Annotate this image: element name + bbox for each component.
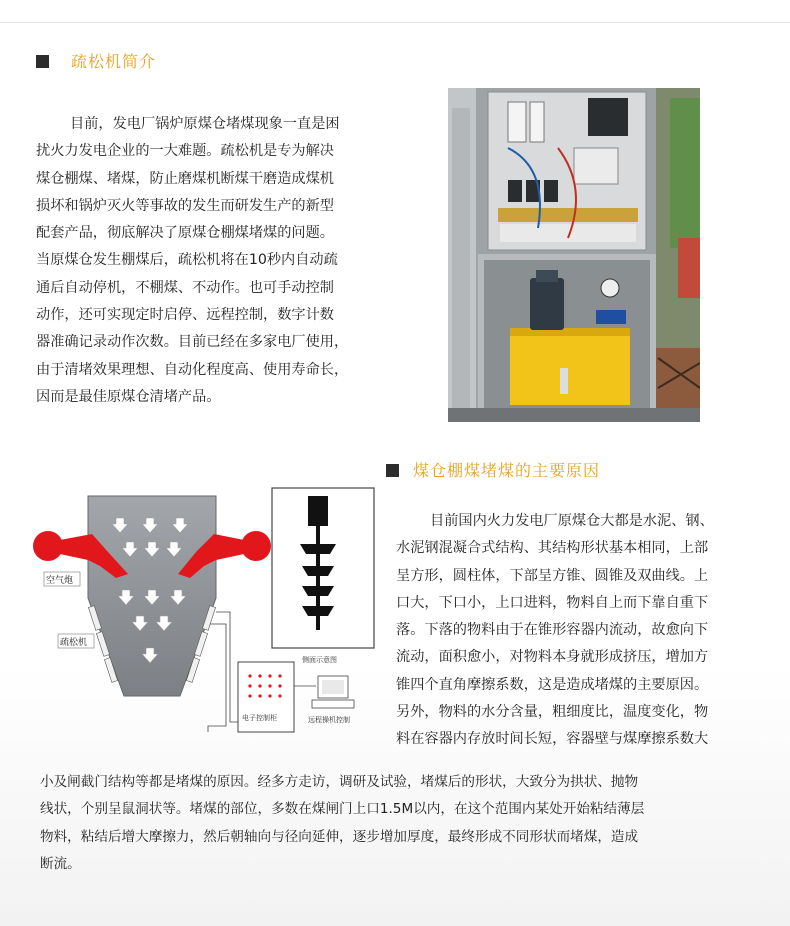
text-line: 配套产品，彻底解决了原煤仓棚煤堵煤的问题。 bbox=[36, 225, 334, 242]
text-line: 流动，面积愈小，对物料本身就形成挤压，增加方 bbox=[396, 649, 709, 666]
text-line: 动作，还可实现定时启停、远程控制，数字计数 bbox=[36, 307, 334, 324]
label-control-box: 电子控制柜 bbox=[242, 714, 277, 722]
intro-paragraph bbox=[36, 111, 436, 411]
text-line: 目前，发电厂锅炉原煤仓堵煤现象一直是困 bbox=[70, 116, 340, 132]
top-divider bbox=[0, 22, 790, 23]
heading-bullet-icon bbox=[36, 55, 49, 68]
causes-paragraph-full bbox=[40, 769, 760, 878]
label-air-cannon: 空气炮 bbox=[46, 576, 74, 586]
text-line: 另外，物料的水分含量，粗细度比，温度变化，物 bbox=[396, 704, 709, 721]
heading-bullet-icon bbox=[386, 464, 399, 477]
label-side-view: 侧面示意图 bbox=[302, 656, 337, 664]
text-line: 料在容器内存放时间长短，容器壁与煤摩擦系数大 bbox=[396, 731, 709, 748]
label-remote: 远程操机控制 bbox=[308, 716, 350, 724]
text-line: 因而是最佳原煤仓清堵产品。 bbox=[36, 388, 221, 405]
air-cannon-right bbox=[241, 531, 271, 561]
label-loosener: 疏松机 bbox=[60, 638, 88, 648]
text-line: 器准确记录动作次数。目前已经在多家电厂使用， bbox=[36, 334, 349, 351]
text-line: 小及闸截门结构等都是堵煤的原因。经多方走访，调研及试验，堵煤后的形状，大致分为拱状、抛物 bbox=[40, 774, 639, 790]
coal-bunker-diagram bbox=[30, 486, 386, 746]
section-heading-causes bbox=[386, 458, 600, 481]
text-line: 线状，个别呈鼠洞状等。堵煤的部位，多数在煤闸门上口1.5M以内，在这个范围内某处开始粘结薄层 bbox=[40, 801, 645, 818]
text-line: 当原煤仓发生棚煤后，疏松机将在10秒内自动疏 bbox=[36, 252, 338, 269]
text-line: 扰火力发电企业的一大难题。疏松机是专为解决 bbox=[36, 143, 334, 160]
text-line: 通后自动停机，不棚煤、不动作。也可手动控制 bbox=[36, 279, 334, 296]
text-line: 损坏和锅炉灭火等事故的发生而研发生产的新型 bbox=[36, 197, 334, 214]
text-line: 由于清堵效果理想、自动化程度高、使用寿命长， bbox=[36, 361, 349, 378]
text-line: 落。下落的物料由于在锥形容器内流动，故愈向下 bbox=[396, 622, 709, 639]
text-line: 口大，下口小，上口进料，物料自上而下靠自重下 bbox=[396, 594, 709, 611]
equipment-photo bbox=[448, 88, 700, 422]
text-line: 呈方形，圆柱体，下部呈方锥、圆锥及双曲线。上 bbox=[396, 567, 709, 584]
text-line: 物料，粘结后增大摩擦力，然后朝轴向与径向延伸，逐步增加厚度，最终形成不同形状而堵煤，造成 bbox=[40, 828, 639, 845]
text-line: 断流。 bbox=[40, 855, 81, 872]
section-title: 疏松机简介 bbox=[71, 52, 157, 71]
text-line: 水泥钢混凝合式结构、其结构形状基本相同，上部 bbox=[396, 540, 709, 557]
text-line: 煤仓棚煤、堵煤，防止磨煤机断煤干磨造成煤机 bbox=[36, 170, 334, 187]
section-title: 煤仓棚煤堵煤的主要原因 bbox=[413, 461, 601, 480]
text-line: 锥四个直角摩擦系数，这是造成堵煤的主要原因。 bbox=[396, 676, 709, 693]
text-line: 目前国内火力发电厂原煤仓大都是水泥、钢、 bbox=[430, 513, 714, 529]
air-cannon-left bbox=[33, 531, 63, 561]
section-heading-intro bbox=[36, 49, 156, 72]
causes-paragraph-right bbox=[396, 508, 756, 754]
computer-icon bbox=[312, 676, 354, 708]
